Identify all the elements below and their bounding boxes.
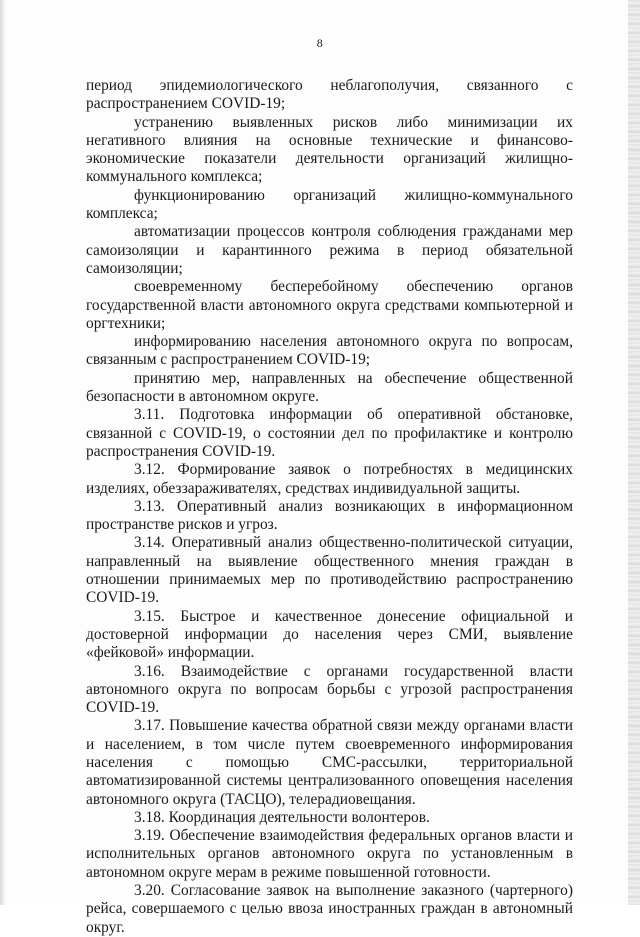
paragraph: функционированию организаций жилищно-коммунального комплекса;: [86, 186, 573, 223]
paragraph-3-12: 3.12. Формирование заявок о потребностях в медицинских изделиях, обеззараживателях, средствах индивидуальной защиты.: [86, 461, 573, 497]
paragraph-3-20: 3.20. Согласование заявок на выполнение заказного (чартерного) рейса, совершаемого с целью ввоза иностранных граждан в автономный округ.: [86, 882, 573, 936]
paragraph-3-18: 3.18. Координация деятельности волонтеров.: [134, 808, 430, 826]
paragraph-3-19: 3.19. Обеспечение взаимодействия федеральных органов власти и исполнительных органов автономного округа по установленным в автономном округе мерам в режиме повышенной готовности.: [86, 827, 573, 881]
scan-left-edge: [0, 0, 6, 905]
paragraph: автоматизации процессов контроля соблюдения гражданами мер самоизоляции и карантинного режима в период обязательной самоизоляции;: [86, 223, 573, 277]
paragraph: устранению выявленных рисков либо минимизации их негативного влияния на основные технические и финансово-экономические показатели деятельности организаций жилищно-коммунального комплекса;: [86, 113, 573, 186]
paragraph-3-17: 3.17. Повышение качества обратной связи между органами власти и населением, в том числе путем своевременного информирования населения с помощью СМС-рассылки, территориальной автоматизированной системы централизованного оповещения населения автономного округа (ТАСЦО), телерадиовещания.: [86, 717, 573, 808]
paragraph-3-11: 3.11. Подготовка информации об оперативной обстановке, связанной с COVID-19, о состоянии дел по профилактике и контролю распространения COVID-19.: [86, 406, 573, 460]
paragraph-3-13: 3.13. Оперативный анализ возникающих в информационном пространстве рисков и угроз.: [86, 497, 573, 534]
paragraph-3-14: 3.14. Оперативный анализ общественно-политической ситуации, направленный на выявление общественного мнения граждан в отношении принимаемых мер по противодействию распространению COVID-19.: [86, 534, 573, 607]
paragraph: своевременному бесперебойному обеспечению органов государственной власти автономного округа средствами компьютерной и оргтехники;: [86, 278, 573, 332]
scan-right-edge: [628, 0, 640, 905]
paragraph-3-15: 3.15. Быстрое и качественное донесение официальной и достоверной информации до населения через СМИ, выявление «фейковой» информации.: [86, 607, 573, 662]
document-body: [86, 77, 573, 937]
paragraph-continuation: период эпидемиологического неблагополучия, связанного с распространением COVID-19;: [86, 77, 573, 113]
paragraph-3-16: 3.16. Взаимодействие с органами государственной власти автономного округа по вопросам борьбы с угрозой распространения COVID-19.: [86, 662, 573, 717]
paragraph: информированию населения автономного округа по вопросам, связанным с распространением COVID-19;: [86, 333, 573, 369]
paragraph: принятию мер, направленных на обеспечение общественной безопасности в автономном округе.: [86, 369, 573, 406]
page-number: 8: [316, 36, 324, 50]
